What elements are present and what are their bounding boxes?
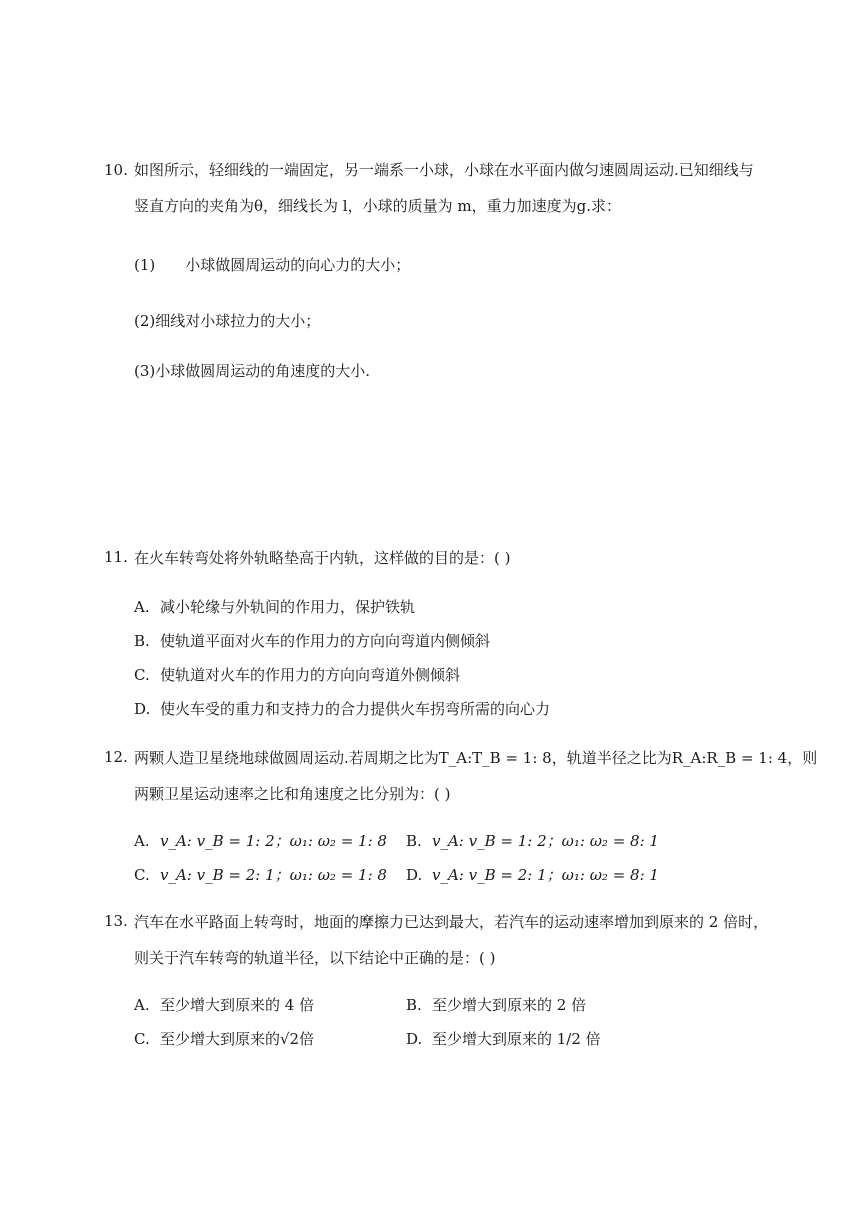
option-text: 至少增大到原来的√2倍 [160, 1030, 315, 1048]
question-stem-line: 两颗人造卫星绕地球做圆周运动.若周期之比为T_A:T_B = 1: 8，轨道半径之比为R_A:R_B = 1: 4，则 [134, 749, 818, 767]
sub-question-text: 小球做圆周运动的向心力的大小； [185, 256, 411, 274]
option-label: D. [134, 700, 151, 718]
option-label: C. [134, 866, 150, 884]
option-text: 使火车受的重力和支持力的合力提供火车拐弯所需的向心力 [160, 700, 551, 718]
question-13 [104, 912, 769, 982]
sub-question-2 [134, 310, 320, 331]
sub-question-text: (2)细线对小球拉力的大小； [134, 312, 321, 330]
question-stem-line: 竖直方向的夹角为θ，细线长为 l，小球的质量为 m，重力加速度为g.求： [134, 197, 621, 215]
question-stem-line: 两颗卫星运动速率之比和角速度之比分别为：( ) [134, 785, 451, 803]
question-10 [104, 158, 764, 238]
option-a[interactable] [134, 830, 387, 851]
option-a[interactable] [134, 596, 415, 617]
question-12 [104, 748, 818, 818]
option-c[interactable] [134, 664, 460, 685]
option-label: A. [134, 598, 150, 616]
option-text: 使轨道平面对火车的作用力的方向向弯道内侧倾斜 [160, 632, 491, 650]
question-stem-line: 如图所示，轻细线的一端固定，另一端系一小球，小球在水平面内做匀速圆周运动.已知细线与 [134, 161, 754, 179]
option-label: B. [406, 996, 422, 1014]
option-label: C. [134, 1030, 150, 1048]
option-label: A. [134, 832, 150, 850]
option-text: 至少增大到原来的 4 倍 [160, 996, 315, 1014]
option-label: C. [134, 666, 150, 684]
option-c[interactable] [134, 1028, 314, 1049]
option-text: v_A: v_B = 1: 2；ω₁: ω₂ = 8: 1 [432, 832, 659, 850]
sub-question-text: (3)小球做圆周运动的角速度的大小. [134, 362, 371, 380]
option-b[interactable] [134, 630, 490, 651]
question-stem: 在火车转弯处将外轨略垫高于内轨，这样做的目的是：( ) [134, 549, 511, 567]
option-label: B. [134, 632, 150, 650]
question-stem-line: 则关于汽车转弯的轨道半径，以下结论中正确的是：( ) [134, 949, 496, 967]
option-d[interactable] [134, 698, 550, 719]
option-d[interactable] [406, 864, 659, 885]
question-number: 13. [104, 912, 128, 930]
option-label: D. [406, 1030, 423, 1048]
option-c[interactable] [134, 864, 387, 885]
option-text: v_A: v_B = 1: 2；ω₁: ω₂ = 1: 8 [160, 832, 387, 850]
question-number: 12. [104, 748, 128, 766]
question-number: 10. [104, 161, 128, 179]
option-d[interactable] [406, 1028, 601, 1049]
option-text: 至少增大到原来的 1/2 倍 [432, 1030, 601, 1048]
sub-question-3 [134, 360, 370, 381]
option-label: B. [406, 832, 422, 850]
question-11 [104, 548, 764, 578]
option-b[interactable] [406, 994, 586, 1015]
question-number: 11. [104, 548, 128, 566]
option-text: v_A: v_B = 2: 1；ω₁: ω₂ = 8: 1 [432, 866, 659, 884]
option-a[interactable] [134, 994, 314, 1015]
option-b[interactable] [406, 830, 659, 851]
option-label: A. [134, 996, 150, 1014]
sub-question-1 [134, 254, 410, 275]
option-text: v_A: v_B = 2: 1；ω₁: ω₂ = 1: 8 [160, 866, 387, 884]
question-stem-line: 汽车在水平路面上转弯时，地面的摩擦力已达到最大，若汽车的运动速率增加到原来的 2 倍时， [134, 913, 769, 931]
sub-question-label: (1) [134, 256, 156, 274]
option-text: 使轨道对火车的作用力的方向向弯道外侧倾斜 [160, 666, 461, 684]
option-label: D. [406, 866, 423, 884]
option-text: 至少增大到原来的 2 倍 [432, 996, 587, 1014]
option-text: 减小轮缘与外轨间的作用力，保护铁轨 [160, 598, 416, 616]
